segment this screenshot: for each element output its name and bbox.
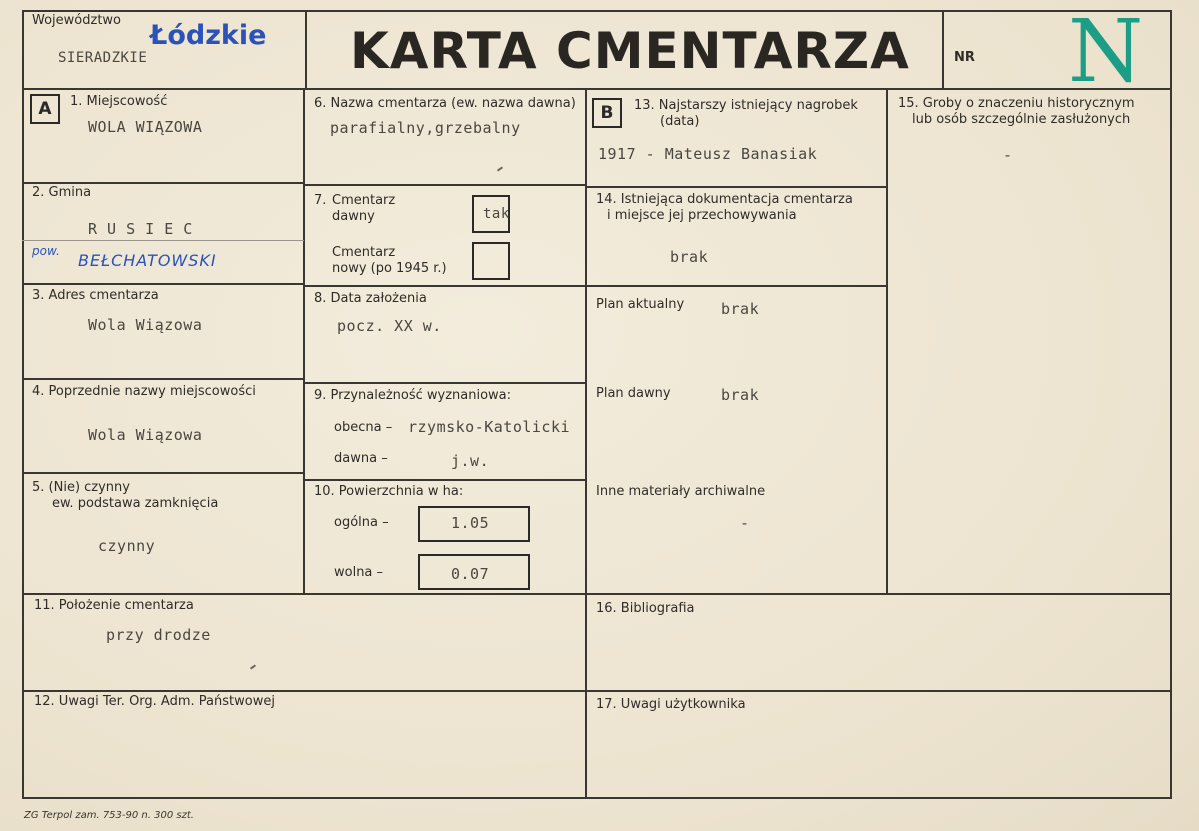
plan-old-value: brak: [721, 386, 760, 404]
field-10-free-label: wolna –: [334, 565, 384, 580]
pen-mark: [250, 664, 256, 669]
header-sep-1: [305, 10, 307, 90]
frame-bottom: [22, 797, 1172, 799]
field-4-value: Wola Wiązowa: [88, 426, 203, 444]
field-10-total-value: 1.05: [451, 514, 490, 532]
field-15-value: -: [1003, 146, 1013, 164]
page-title: KARTA CMENTARZA: [350, 22, 910, 80]
field-9-label: 9. Przynależność wyznaniowa:: [314, 388, 512, 403]
field-13-value: 1917 - Mateusz Banasiak: [598, 145, 818, 163]
field-1-label: 1. Miejscowość: [70, 94, 168, 109]
section-a-letter: A: [30, 94, 60, 124]
field-7-label: 7.: [314, 193, 327, 208]
row-sep: [22, 182, 304, 184]
gmina-thin-divider: [22, 240, 304, 241]
nr-value: N: [1068, 2, 1144, 102]
field-13-label-2: (data): [660, 114, 700, 129]
field-16-label: 16. Bibliografia: [596, 601, 695, 616]
row-sep: [303, 285, 587, 287]
header-divider: [22, 88, 1172, 90]
voivodeship-value: Łódzkie: [150, 20, 267, 51]
old-voivodeship-value: SIERADZKIE: [58, 50, 148, 66]
field-10-free-value: 0.07: [451, 565, 490, 583]
field-14-label-2: i miejsce jej przechowywania: [607, 208, 797, 223]
plan-current-label: Plan aktualny: [596, 297, 685, 312]
field-13-label-1: 13. Najstarszy istniejący nagrobek: [634, 98, 858, 113]
frame-top: [22, 10, 1172, 12]
voivodeship-label: Województwo: [32, 13, 122, 28]
field-5-label-1: 5. (Nie) czynny: [32, 480, 130, 495]
row-sep: [22, 690, 1172, 692]
field-17-label: 17. Uwagi użytkownika: [596, 697, 746, 712]
field-11-label: 11. Położenie cmentarza: [34, 598, 194, 613]
field-9-former-label: dawna –: [334, 451, 388, 466]
field-9-former-value: j.w.: [451, 452, 490, 470]
field-1-value: WOLA WIĄZOWA: [88, 118, 203, 136]
row-sep: [22, 283, 304, 285]
row-sep: [585, 285, 887, 287]
field-7-new-label-1: Cmentarz: [332, 245, 396, 260]
pen-mark: [497, 166, 503, 171]
row-sep: [303, 382, 587, 384]
field-10-total-label: ogólna –: [334, 515, 389, 530]
pow-prefix: pow.: [32, 244, 60, 258]
field-7-old-label-1: Cmentarz: [332, 193, 396, 208]
nr-label: NR: [954, 50, 975, 65]
field-11-value: przy drodze: [106, 626, 211, 644]
other-materials-value: -: [740, 514, 750, 532]
other-materials-label: Inne materiały archiwalne: [596, 484, 766, 499]
print-info: ZG Terpol zam. 753-90 n. 300 szt.: [24, 810, 194, 821]
col-sep-3: [886, 88, 888, 593]
field-14-label-1: 14. Istniejąca dokumentacja cmentarza: [596, 192, 853, 207]
plan-old-label: Plan dawny: [596, 386, 671, 401]
row-sep: [585, 186, 887, 188]
pow-value: BEŁCHATOWSKI: [78, 251, 217, 270]
field-12-label: 12. Uwagi Ter. Org. Adm. Państwowej: [34, 694, 275, 709]
section-b-letter: B: [592, 98, 622, 128]
field-3-value: Wola Wiązowa: [88, 316, 203, 334]
plan-current-value: brak: [721, 300, 760, 318]
field-7-new-label-2: nowy (po 1945 r.): [332, 261, 447, 276]
col-sep-1: [303, 88, 305, 593]
field-5-label-2: ew. podstawa zamknięcia: [52, 496, 219, 511]
frame-left: [22, 10, 24, 799]
field-2-value: R U S I E C: [88, 220, 193, 238]
field-9-current-label: obecna –: [334, 420, 393, 435]
field-14-value: brak: [670, 248, 709, 266]
row-sep: [22, 378, 304, 380]
cemetery-new-checkbox[interactable]: [472, 242, 510, 280]
field-10-label: 10. Powierzchnia w ha:: [314, 484, 464, 499]
row-sep: [22, 472, 304, 474]
field-8-value: pocz. XX w.: [337, 317, 442, 335]
field-15-label-2: lub osób szczególnie zasłużonych: [912, 112, 1131, 127]
col-sep-2: [585, 88, 587, 799]
field-7-old-value: tak: [483, 206, 510, 222]
field-2-label: 2. Gmina: [32, 185, 92, 200]
field-3-label: 3. Adres cmentarza: [32, 288, 159, 303]
field-4-label: 4. Poprzednie nazwy miejscowości: [32, 384, 256, 399]
field-6-label: 6. Nazwa cmentarza (ew. nazwa dawna): [314, 96, 576, 111]
field-6-value: parafialny,grzebalny: [330, 119, 521, 137]
frame-right: [1170, 10, 1172, 799]
field-9-current-value: rzymsko-Katolicki: [408, 418, 571, 436]
row-sep: [303, 479, 587, 481]
field-7-old-label-2: dawny: [332, 209, 375, 224]
field-15-label-1: 15. Groby o znaczeniu historycznym: [898, 96, 1135, 111]
row-sep: [22, 593, 1172, 595]
header-sep-2: [942, 10, 944, 90]
row-sep: [303, 184, 587, 186]
field-8-label: 8. Data założenia: [314, 291, 427, 306]
field-5-value: czynny: [98, 537, 156, 555]
